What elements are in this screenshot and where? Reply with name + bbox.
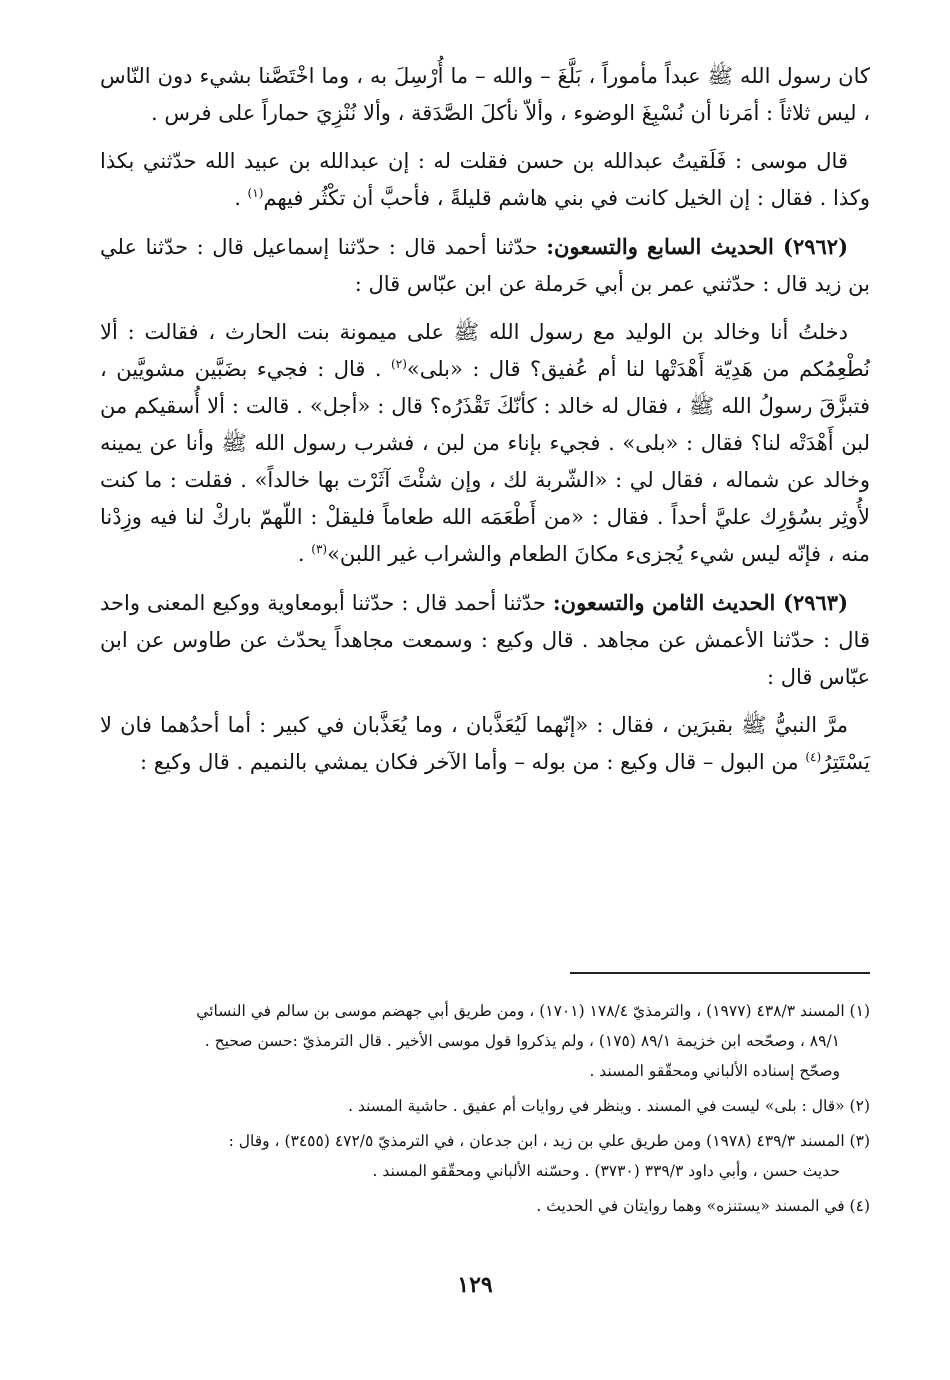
hadith-title-2963: (٢٩٦٣) الحديث الثامن والتسعون: bbox=[552, 590, 848, 615]
footnote-3-line-2: حديث حسن ، وأبي داود ٣٣٩/٣ (٣٧٣٠) . وحسّنه الألباني ومحقّقو المسند . bbox=[372, 1162, 840, 1180]
page-number: ١٢٩ bbox=[457, 1272, 493, 1298]
footnote-ref-4: (٤) bbox=[805, 750, 822, 764]
footnote-2-text: (٢) «قال : بلى» ليست في المسند . وينظر في روايات أم عفيق . حاشية المسند . bbox=[348, 1097, 870, 1115]
hadith-isnad-2962: حدّثنا أحمد قال : حدّثنا إسماعيل قال : حدّثنا علي بن زيد قال : حدّثني عمر بن أبي حَرملة عن ابن عبّاس قال : bbox=[100, 235, 870, 296]
hadith-heading-2963 bbox=[100, 584, 870, 696]
paragraph-4-text-a: مرَّ النبيُّ ﷺ بقبرَين ، فقال : «إنّهما لَيُعَذَّبان ، وما يُعَذَّبان في كبير : أما أحدُهما فان لا يَسْتَتِرُ bbox=[100, 713, 870, 774]
footnote-1-line-1: (١) المسند ٤٣٨/٣ (١٩٧٧) ، والترمذيّ ١٧٨/٤ (١٧٠١) ، ومن طريق أبي جهضم موسى بن سالم في النسائي bbox=[196, 1002, 870, 1020]
footnote-4 bbox=[100, 1191, 870, 1221]
hadith-isnad-2963: حدّثنا أحمد قال : حدّثنا أبومعاوية ووكيع المعنى واحد قال : حدّثنا الأعمش عن مجاهد . قال وكيع : وسمعت مجاهداً يحدّث عن طاوس عن ابن عبّاس قال : bbox=[100, 591, 870, 689]
footnote-3-line-1: (٣) المسند ٤٣٩/٣ (١٩٧٨) ومن طريق علي بن زيد ، ابن جدعان ، في الترمذيّ ٤٧٢/٥ (٣٤٥٥) ، وقال : bbox=[228, 1132, 870, 1150]
footnote-1-line-3: وصحّح إسناده الألباني ومحقّقو المسند . bbox=[589, 1062, 840, 1080]
footnote-4-text: (٤) في المسند «يستنزه» وهما روايتان في الحديث . bbox=[536, 1197, 870, 1215]
footnote-2 bbox=[100, 1091, 870, 1121]
footnote-ref-2: (٢) bbox=[391, 357, 407, 371]
paragraph-2-text: قال موسى : فَلَقيتُ عبدالله بن حسن فقلت له : إن عبدالله بن عبيد الله حدّثني بكذا وكذا . فقال : إن الخيل كانت في بني هاشم قليلةً ، فأحبَّ أن تكْثُر فيهم bbox=[100, 149, 870, 210]
paragraph-3-end: . bbox=[297, 542, 312, 566]
main-text bbox=[100, 58, 870, 792]
paragraph-1-text: كان رسول الله ﷺ عبداً مأموراً ، بَلَّغَ – والله – ما أُرْسِلَ به ، وما اخْتَصَّنا بشيء دون النّاس ، ليس ثلاثاً : أمَرنا أن نُسْبِغَ الوضوء ، وألاّ نأكلَ الصَّدَقة ، وألا نُنْزِيَ حماراً على فرس . bbox=[100, 64, 870, 125]
footnote-ref-1: (١) bbox=[247, 186, 264, 200]
paragraph-3-text-a: دخلتُ أنا وخالد بن الوليد مع رسول الله ﷺ على ميمونة بنت الحارث ، فقالت : ألا نُطْعِمُكم من هَدِيّة أَهْدَتْها لنا أم عُفيق؟ قال : «بلى» bbox=[100, 320, 870, 381]
footnote-1-line-2: ٨٩/١ ، وصحّحه ابن خزيمة ٨٩/١ (١٧٥) ، ولم يذكروا قول موسى الأخير . قال الترمذيّ :حسن صحيح . bbox=[204, 1032, 840, 1050]
footnote-separator bbox=[570, 972, 870, 974]
paragraph-two-graves bbox=[100, 707, 870, 781]
paragraph-3-text-b: . قال : فجيء بضَبَّين مشويَّين ، فتبزَّقَ رسولُ الله ﷺ ، فقال له خالد : كأنّكَ تَقْذَرُه؟ قال : «أجل» . قالت : ألا أُسقيكم من لبن أَهْدَتْه لنا؟ فقال : «بلى» . فجيء بإناء من لبن ، فشرب رسول الله ﷺ وأنا عن يمينه وخالد عن شماله ، فقال لي : «الشّربة لك ، وإن شئْتَ آثَرْت بها خالداً» . فقلت : ما كنت لأُوثِر بسُؤرِك عليَّ أحداً . فقال : «من أَطْعَمَه الله طعاماً فليقلْ : اللّهمّ باركْ لنا فيه وزِدْنا منه ، فإنّه ليس شيء يُجزىء مكانَ الطعام والشراب غير اللبن» bbox=[100, 357, 870, 566]
hadith-heading-2962 bbox=[100, 228, 870, 303]
footnotes bbox=[100, 996, 870, 1226]
footnote-3 bbox=[100, 1126, 870, 1186]
paragraph-hadith-text bbox=[100, 58, 870, 132]
paragraph-musa bbox=[100, 143, 870, 217]
paragraph-4-text-b: من البول – قال وكيع : من بوله – وأما الآخر فكان يمشي بالنميم . قال وكيع : bbox=[140, 750, 806, 774]
hadith-title-2962: (٢٩٦٢) الحديث السابع والتسعون: bbox=[546, 234, 848, 259]
footnote-1 bbox=[100, 996, 870, 1086]
paragraph-2-end: . bbox=[234, 186, 248, 210]
paragraph-maymuna bbox=[100, 314, 870, 573]
footnote-ref-3: (٣) bbox=[311, 542, 328, 556]
